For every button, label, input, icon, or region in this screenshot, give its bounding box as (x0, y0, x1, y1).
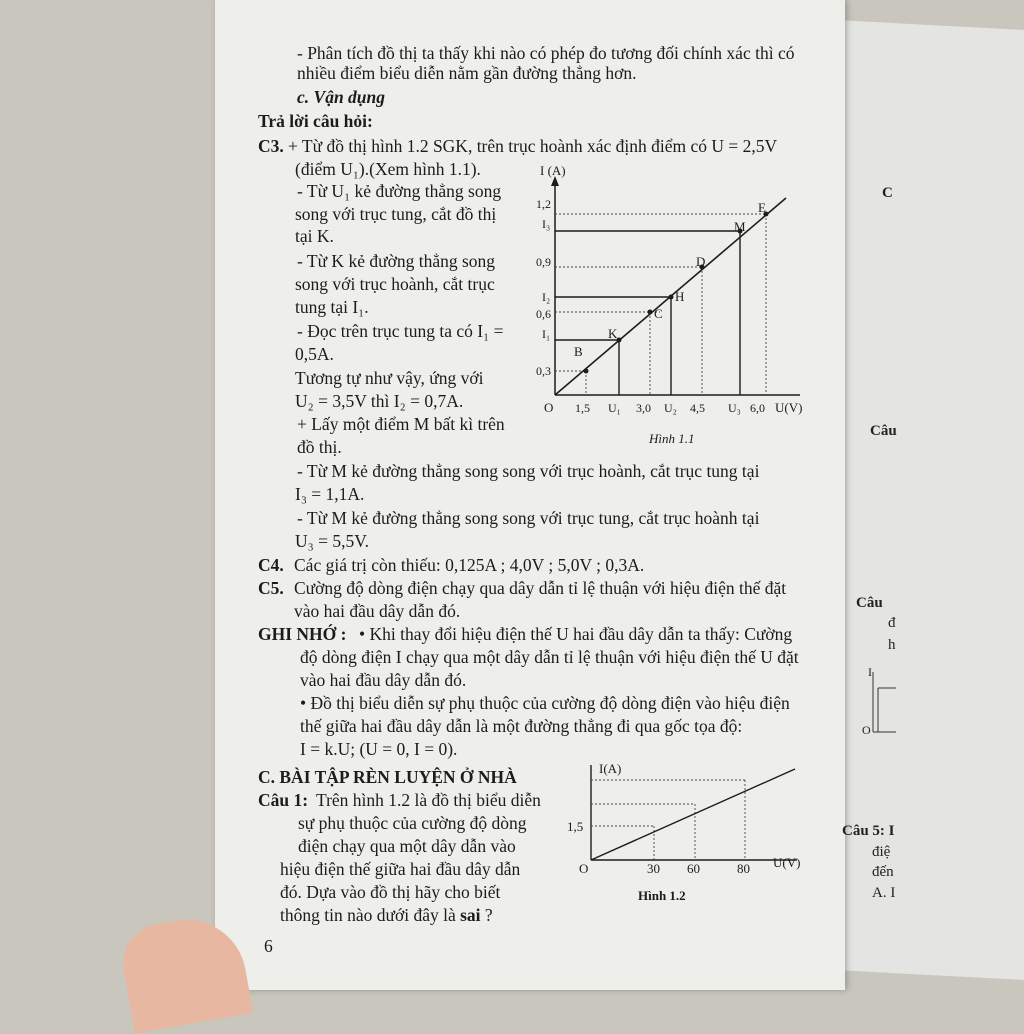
point-m-label: M (734, 219, 746, 234)
analysis-line-2: nhiều điểm biểu diễn nằm gần đường thẳng hơn. (297, 63, 637, 83)
fig11-origin: O (544, 400, 554, 415)
fig12-x-tick-30: 30 (647, 861, 660, 876)
c4-label: C4. (258, 555, 284, 575)
fig12-guides (591, 780, 745, 860)
ghi-nho-line-2: độ dòng điện I chạy qua một dây dẫn tỉ lệ thuận với hiệu điện thế U đặt (300, 647, 799, 667)
cau1-label: Câu 1: (258, 790, 309, 810)
fig11-y-tick-0-3: 0,3 (536, 364, 551, 378)
c3-line-17: - Từ M kẻ đường thẳng song song với trục tung, cắt trục hoành tại (297, 508, 760, 528)
page-number: 6 (264, 936, 273, 956)
c3-line-8: tung tại I₁. (295, 297, 369, 317)
point-h-label: H (675, 289, 685, 304)
cau1-line-1: Trên hình 1.2 là đồ thị biểu diễn (316, 790, 541, 810)
fig12-caption: Hình 1.2 (638, 888, 686, 903)
fig12-graph-line (591, 769, 795, 860)
right-page-h: h (888, 637, 896, 653)
c3-line-16: I₃ = 1,1A. (295, 484, 365, 504)
c3-line-18: U₃ = 5,5V. (295, 531, 369, 551)
cau1-line-5: đó. Dựa vào đồ thị hãy cho biết (280, 882, 501, 902)
fig11-x-mark-u1: U₁ (608, 401, 621, 415)
c3-text: + Từ đồ thị hình 1.2 SGK, trên trục hoành xác định điểm có U = 2,5V (288, 136, 778, 156)
right-page-i: I (868, 665, 872, 679)
cau1-line-6-text: thông tin nào dưới đây là (280, 905, 461, 925)
point-b-label: B (574, 344, 583, 359)
fig12-y-tick-1-5: 1,5 (567, 819, 584, 834)
fig11-x-mark-u2: U₂ (664, 401, 677, 415)
c3-line-5: tại K. (295, 226, 334, 246)
c3-line-13: + Lấy một điểm M bất kì trên (297, 414, 505, 434)
fig11-x-tick-4-5: 4,5 (690, 401, 705, 415)
fig11-y-tick-0-9: 0,9 (536, 255, 551, 269)
right-page-cau5: Câu 5: I (842, 823, 895, 839)
cau1-line-4: hiệu điện thế giữa hai đầu dây dẫn (280, 859, 521, 879)
right-page-cau-2: Câu (856, 595, 883, 611)
c3-line-10: 0,5A. (295, 344, 334, 364)
fig11-y-axis-label: I (A) (540, 163, 566, 178)
right-page-a: A. I (872, 885, 896, 901)
c4-text: Các giá trị còn thiếu: 0,125A ; 4,0V ; 5,0V ; 0,3A. (294, 555, 645, 575)
c3-line-15: - Từ M kẻ đường thẳng song song với trục hoành, cắt trục tung tại (297, 461, 760, 481)
c5-text: Cường độ dòng điện chạy qua dây dẫn tỉ lệ thuận với hiệu điện thế đặt (294, 578, 787, 598)
heading-van-dung: c. Vận dụng (297, 87, 386, 107)
c3-line-4: song với trục tung, cắt đồ thị (295, 204, 497, 224)
right-page-cau: Câu (870, 423, 897, 439)
right-page-d: đ (888, 615, 896, 631)
fig11-y-tick-0-6: 0,6 (536, 307, 551, 321)
heading-tra-loi: Trả lời câu hỏi: (258, 111, 373, 131)
c3-line-3: - Từ U₁ kẻ đường thẳng song (297, 181, 502, 201)
fig11-y-mark-i1: I₁ (542, 327, 551, 341)
fig12-x-tick-60: 60 (687, 861, 700, 876)
point-c-label: C (654, 306, 663, 321)
c3-line-6: - Từ K kẻ đường thẳng song (297, 251, 496, 271)
fig12-x-axis-label: U(V) (773, 855, 801, 870)
c3-line-7: song với trục hoành, cắt trục (295, 274, 495, 294)
cau1-line-3: điện chạy qua một dây dẫn vào (298, 836, 516, 856)
right-page-den: đến (872, 864, 894, 880)
figure-1-2 (565, 755, 810, 910)
c5-label: C5. (258, 578, 284, 598)
right-page-o: O (862, 723, 871, 737)
fig12-y-axis-label: I(A) (599, 761, 622, 776)
cau1-question-mark: ? (480, 905, 493, 925)
cau1-line-2: sự phụ thuộc của cường độ dòng (298, 813, 527, 833)
right-page-mini-graph (866, 668, 896, 738)
cau1-sai-word: sai (460, 905, 481, 925)
point-d-label: D (696, 254, 706, 269)
c3-line-12: U₂ = 3,5V thì I₂ = 0,7A. (295, 391, 464, 411)
fig11-y-mark-i2: I₂ (542, 290, 551, 304)
fig12-x-tick-80: 80 (737, 861, 750, 876)
point-k-label: K (608, 326, 618, 341)
fig11-y-tick-1-2: 1,2 (536, 197, 551, 211)
fig11-x-tick-6-0: 6,0 (750, 401, 765, 415)
cau1-line-6 (280, 904, 493, 926)
figure-1-1 (530, 160, 820, 450)
fig12-origin: O (579, 861, 589, 876)
point-e-label: E (758, 200, 766, 215)
ghi-nho-line-6: I = k.U; (U = 0, I = 0). (300, 739, 458, 759)
c5-line-2: vào hai đầu dây dẫn đó. (294, 601, 461, 621)
fig11-y-mark-i3: I₃ (542, 217, 551, 231)
ghi-nho-line-4: • Đồ thị biểu diễn sự phụ thuộc của cường độ dòng điện vào hiệu điện (300, 693, 790, 713)
c3-line-9: - Đọc trên trục tung ta có I₁ = (297, 321, 504, 341)
c3-label: C3. (258, 136, 284, 156)
right-page-c: C (882, 185, 893, 201)
ghi-nho-line-5: thế giữa hai đầu dây dẫn là một đường thẳng đi qua gốc tọa độ: (300, 716, 743, 736)
fig11-x-mark-u3: U₃ (728, 401, 741, 415)
fig11-x-axis-label: U(V) (775, 400, 803, 415)
fig11-x-tick-3-0: 3,0 (636, 401, 651, 415)
c3-line-11: Tương tự như vậy, ứng với (295, 368, 484, 388)
ghi-nho-label: GHI NHỚ : (258, 624, 347, 644)
fig11-caption: Hình 1.1 (649, 431, 695, 446)
c3-line-2: (điểm U₁).(Xem hình 1.1). (295, 159, 481, 179)
ghi-nho-line-1: • Khi thay đổi hiệu điện thế U hai đầu dây dẫn ta thấy: Cường (359, 624, 793, 644)
section-c-heading: C. BÀI TẬP RÈN LUYỆN Ở NHÀ (258, 767, 517, 787)
ghi-nho-line-3: vào hai đầu dây dẫn đó. (300, 670, 467, 690)
right-page-dien: điệ (872, 844, 891, 860)
fig11-x-tick-1-5: 1,5 (575, 401, 590, 415)
c3-line-14: đồ thị. (297, 437, 342, 457)
analysis-line-1: - Phân tích đồ thị ta thấy khi nào có phép đo tương đối chính xác thì có (297, 43, 795, 63)
